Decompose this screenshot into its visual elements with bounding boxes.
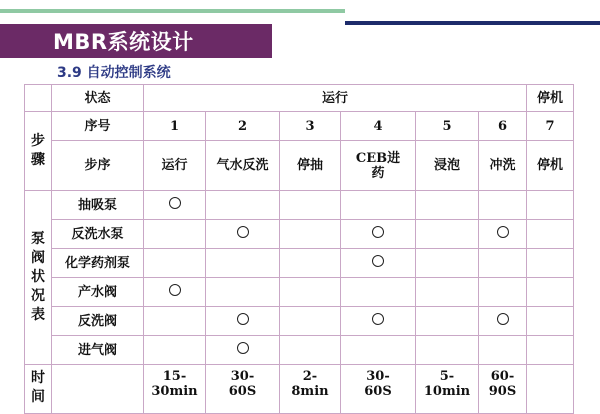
step-row <box>25 141 574 191</box>
equipment-row <box>25 336 574 365</box>
time-label <box>52 365 144 414</box>
circle-icon <box>372 255 384 267</box>
equipment-step-cell <box>416 307 479 336</box>
top-accent-line-navy <box>345 21 600 25</box>
equipment-step-cell <box>416 278 479 307</box>
equipment-step-cell <box>280 336 341 365</box>
corner-cell <box>25 85 52 112</box>
equipment-label: 反洗阀 <box>52 307 144 336</box>
equipment-step-cell <box>341 249 416 278</box>
section-subtitle: 3.9 自动控制系统 <box>57 65 171 81</box>
equipment-step-cell <box>206 249 280 278</box>
equipment-step-cell <box>144 278 206 307</box>
circle-icon <box>372 226 384 238</box>
state-row <box>25 85 574 112</box>
seq-label: 序号 <box>52 112 144 141</box>
equipment-step-cell <box>479 191 527 220</box>
page-title: MBR系统设计 <box>53 30 194 54</box>
equipment-label: 产水阀 <box>52 278 144 307</box>
time-cell: 2- 8min <box>280 365 341 414</box>
seq-row <box>25 112 574 141</box>
seq-cell: 4 <box>341 112 416 141</box>
equipment-step-cell <box>206 307 280 336</box>
equipment-step-cell <box>416 336 479 365</box>
equipment-step-cell <box>527 336 574 365</box>
top-accent-line-green <box>0 9 345 13</box>
status-group-label: 泵 阀 状 况 表 <box>25 191 52 365</box>
equipment-row <box>25 191 574 220</box>
equipment-step-cell <box>144 307 206 336</box>
time-group-label: 时 间 <box>25 365 52 414</box>
state-stop: 停机 <box>527 85 574 112</box>
equipment-label: 反洗水泵 <box>52 220 144 249</box>
equipment-step-cell <box>206 191 280 220</box>
circle-icon <box>237 226 249 238</box>
time-cell: 30- 60S <box>206 365 280 414</box>
equipment-step-cell <box>206 220 280 249</box>
equipment-step-cell <box>479 336 527 365</box>
circle-icon <box>237 313 249 325</box>
step-label: 步序 <box>52 141 144 191</box>
equipment-step-cell <box>416 249 479 278</box>
step-cell: 浸泡 <box>416 141 479 191</box>
equipment-step-cell <box>144 336 206 365</box>
equipment-step-cell <box>341 336 416 365</box>
equipment-row <box>25 307 574 336</box>
time-cell: 5- 10min <box>416 365 479 414</box>
state-run: 运行 <box>144 85 527 112</box>
title-banner <box>0 24 272 58</box>
equipment-step-cell <box>527 249 574 278</box>
circle-icon <box>497 226 509 238</box>
equipment-step-cell <box>280 249 341 278</box>
seq-cell: 6 <box>479 112 527 141</box>
equipment-label: 化学药剂泵 <box>52 249 144 278</box>
seq-cell: 3 <box>280 112 341 141</box>
circle-icon <box>169 197 181 209</box>
step-cell: 运行 <box>144 141 206 191</box>
equipment-step-cell <box>280 278 341 307</box>
equipment-step-cell <box>341 278 416 307</box>
equipment-row <box>25 220 574 249</box>
equipment-step-cell <box>206 336 280 365</box>
equipment-step-cell <box>144 249 206 278</box>
circle-icon <box>372 313 384 325</box>
circle-icon <box>237 342 249 354</box>
time-cell: 30- 60S <box>341 365 416 414</box>
time-cell: 15- 30min <box>144 365 206 414</box>
equipment-step-cell <box>479 220 527 249</box>
step-cell: 冲洗 <box>479 141 527 191</box>
equipment-step-cell <box>527 220 574 249</box>
equipment-label: 抽吸泵 <box>52 191 144 220</box>
time-cell <box>527 365 574 414</box>
equipment-step-cell <box>280 191 341 220</box>
step-cell: 停机 <box>527 141 574 191</box>
equipment-step-cell <box>416 191 479 220</box>
equipment-step-cell <box>479 249 527 278</box>
equipment-step-cell <box>341 220 416 249</box>
seq-cell: 2 <box>206 112 280 141</box>
circle-icon <box>497 313 509 325</box>
equipment-step-cell <box>527 307 574 336</box>
equipment-step-cell <box>416 220 479 249</box>
control-table <box>24 84 574 414</box>
equipment-step-cell <box>479 278 527 307</box>
equipment-row <box>25 249 574 278</box>
equipment-step-cell <box>527 278 574 307</box>
circle-icon <box>169 284 181 296</box>
step-cell: 气水反洗 <box>206 141 280 191</box>
seq-cell: 7 <box>527 112 574 141</box>
steps-group-label: 步 骤 <box>25 112 52 191</box>
seq-cell: 1 <box>144 112 206 141</box>
equipment-step-cell <box>144 191 206 220</box>
control-table-viewport <box>24 84 574 405</box>
equipment-label: 进气阀 <box>52 336 144 365</box>
state-label: 状态 <box>52 85 144 112</box>
equipment-step-cell <box>341 307 416 336</box>
step-cell: 停抽 <box>280 141 341 191</box>
equipment-step-cell <box>280 307 341 336</box>
equipment-step-cell <box>144 220 206 249</box>
equipment-step-cell <box>280 220 341 249</box>
equipment-step-cell <box>206 278 280 307</box>
time-cell: 60- 90S <box>479 365 527 414</box>
equipment-step-cell <box>527 191 574 220</box>
seq-cell: 5 <box>416 112 479 141</box>
equipment-step-cell <box>341 191 416 220</box>
time-row <box>25 365 574 414</box>
equipment-step-cell <box>479 307 527 336</box>
step-cell: CEB进 药 <box>341 141 416 191</box>
equipment-row <box>25 278 574 307</box>
